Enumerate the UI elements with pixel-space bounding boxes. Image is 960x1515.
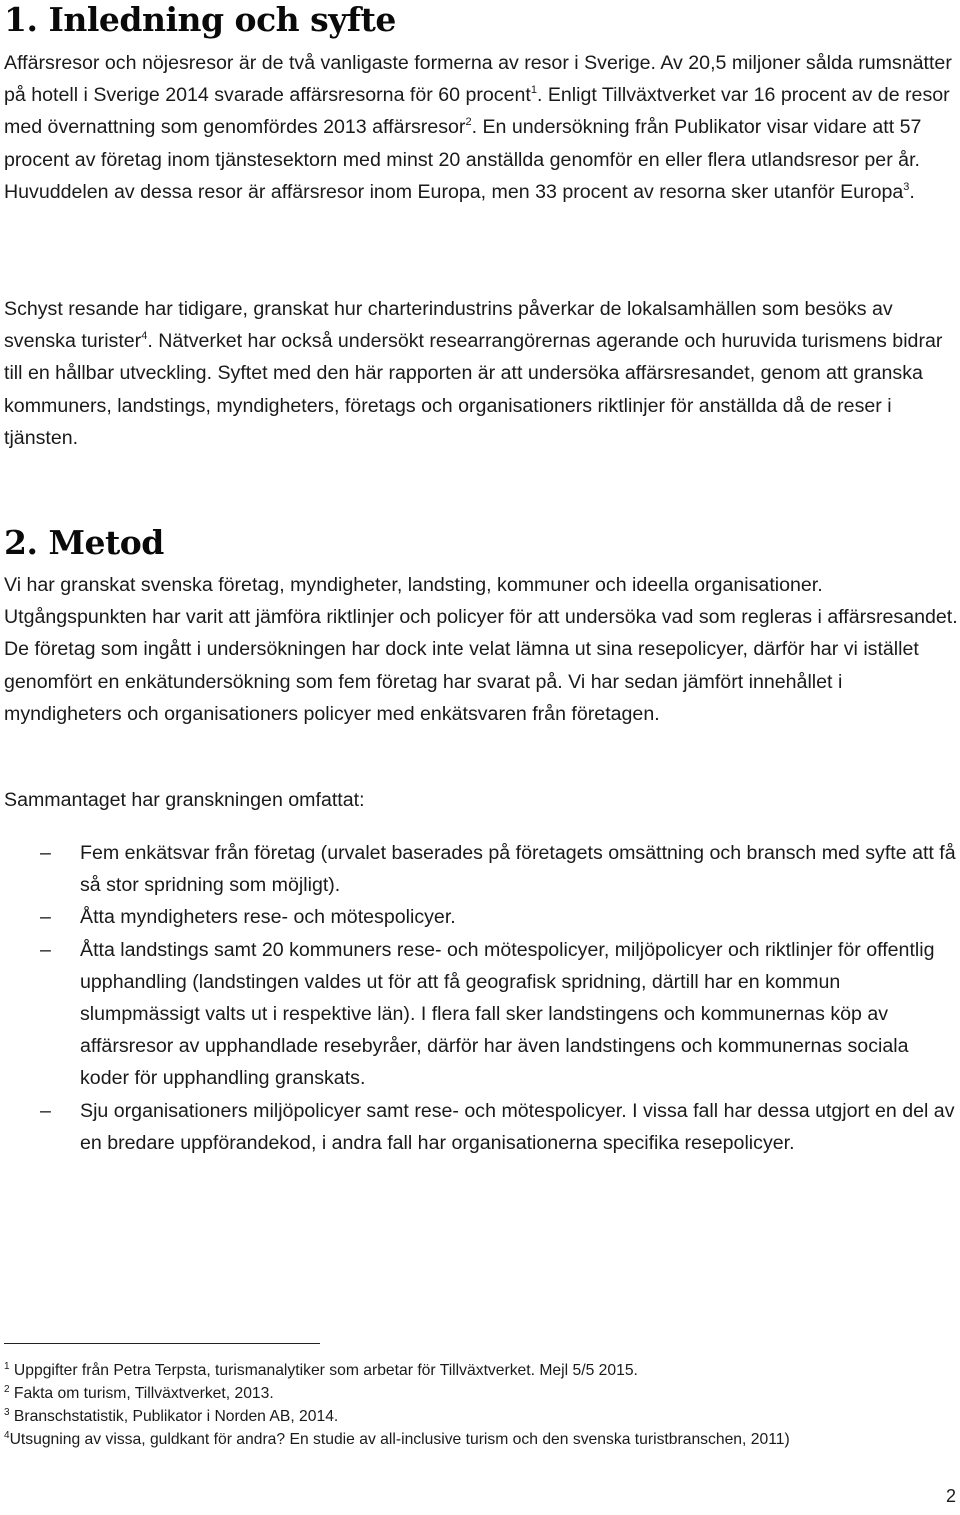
footnote-number: 2: [4, 1384, 10, 1395]
footnote-4: [4, 1428, 944, 1451]
footnote-text: Uppgifter från Petra Terpsta, turismanalytiker som arbetar för Tillväxtverket. Mejl 5/5 2015.: [9, 1362, 638, 1379]
list-item-text: Åtta myndigheters rese- och mötespolicyer.: [80, 906, 456, 929]
text-run: . En undersökning från Publikator visar vidare att 57 procent av företag inom tjänstesektorn med minst 20 anställda genomför en eller flera utlandsresor per år. Huvuddelen av dessa resor är affärsresor inom Europa, men 33 procent av resorna sker utanför Europa: [4, 116, 922, 203]
list-item-text: Sju organisationers miljöpolicyer samt rese- och mötespolicyer. I vissa fall har dessa utgjort en del av en bredare uppförandekod, i andra fall har organisationerna specifika resepolicyer.: [80, 1099, 955, 1154]
text-run: Affärsresor och nöjesresor är de två vanligaste formerna av resor i Sverige. Av 20,5 miljoner sålda rumsnätter på hotell i Sverige 2014 svarade affärsresorna för 60 procent: [4, 52, 952, 107]
footnote-number: 1: [4, 1361, 10, 1372]
dash-bullet: –: [40, 842, 51, 864]
dash-bullet: –: [40, 906, 51, 929]
list-item-text: Åtta landstings samt 20 kommuners rese- och mötespolicyer, miljöpolicyer och riktlinjer för offentlig upphandling (landstingen valdes ut för att få geografisk spridning, därtill har en kommun slumpmässigt valts ut i respektive län). I flera fall sker landstingens och kommunernas köp av affärsresor av upphandlade resebyråer, därför har även landstingens och kommunernas sociala koder för upphandling granskats.: [80, 938, 935, 1090]
intro-paragraph-1: [4, 47, 960, 208]
text-run: . Enligt Tillväxtverket var 16 procent av de resor med övernattning som genomfördes 2013 affärsresor: [4, 84, 950, 139]
footnote-ref-2[interactable]: 2: [465, 116, 472, 129]
intro-paragraph-2: [4, 293, 960, 454]
footnote-text: Utsugning av vissa, guldkant för andra? En studie av all-inclusive turism och den svenska turistbranschen, 2011): [9, 1431, 790, 1448]
dash-bullet: –: [40, 938, 51, 961]
footnote-text: Fakta om turism, Tillväxtverket, 2013.: [9, 1385, 274, 1402]
section-heading-intro: 1. Inledning och syfte: [4, 0, 396, 39]
page-number: 2: [945, 1486, 956, 1506]
footnote-text: Branschstatistik, Publikator i Norden AB, 2014.: [9, 1408, 339, 1425]
footnote-ref-4[interactable]: 4: [141, 330, 148, 343]
text-run: . Nätverket har också undersökt researrangörernas agerande och huruvida turismens bidrar till en hållbar utveckling. Syftet med den här rapporten är att undersöka affärsresandet, genom att granska kommuners, landstings, myndigheters, företags och organisationers riktlinjer för anställda då de reser i tjänsten.: [4, 330, 943, 449]
list-item: [0, 837, 960, 901]
footnote-2: [4, 1382, 944, 1405]
footnote-number: 3: [4, 1407, 10, 1418]
list-item: [0, 901, 960, 933]
method-paragraph-2: Sammantaget har granskningen omfattat:: [4, 789, 365, 811]
text-run: .: [909, 180, 915, 203]
section-heading-method: 2. Metod: [4, 523, 164, 562]
footnotes: [4, 1359, 944, 1451]
footnote-number: 4: [4, 1430, 10, 1441]
list-item: [0, 934, 960, 1095]
footnote-1: [4, 1359, 944, 1382]
scope-list: [0, 837, 960, 1159]
footnote-ref-1[interactable]: 1: [530, 84, 537, 97]
method-paragraph-1: Vi har granskat svenska företag, myndigheter, landsting, kommuner och ideella organisationer. Utgångspunkten har varit att jämföra riktlinjer och policyer för att undersöka vad som regleras i affärsresandet. De företag som ingått i undersökningen har dock inte velat lämna ut sina resepolicyer, därför har vi istället genomfört en enkätundersökning som fem företag har svarat på. Vi har sedan jämfört innehållet i myndigheters och organisationers policyer med enkätsvaren från företagen.: [4, 574, 958, 725]
text-run: Schyst resande har tidigare, granskat hur charterindustrins påverkar de lokalsamhällen som besöks av svenska turister: [4, 298, 893, 353]
footnote-ref-3[interactable]: 3: [903, 180, 910, 193]
dash-bullet: –: [40, 1099, 51, 1122]
footnote-separator: [4, 1343, 320, 1344]
list-item-text: Fem enkätsvar från företag (urvalet baserades på företagets omsättning och bransch med syfte att få så stor spridning som möjligt).: [80, 842, 956, 897]
footnote-3: [4, 1405, 944, 1428]
list-item: [0, 1095, 960, 1159]
